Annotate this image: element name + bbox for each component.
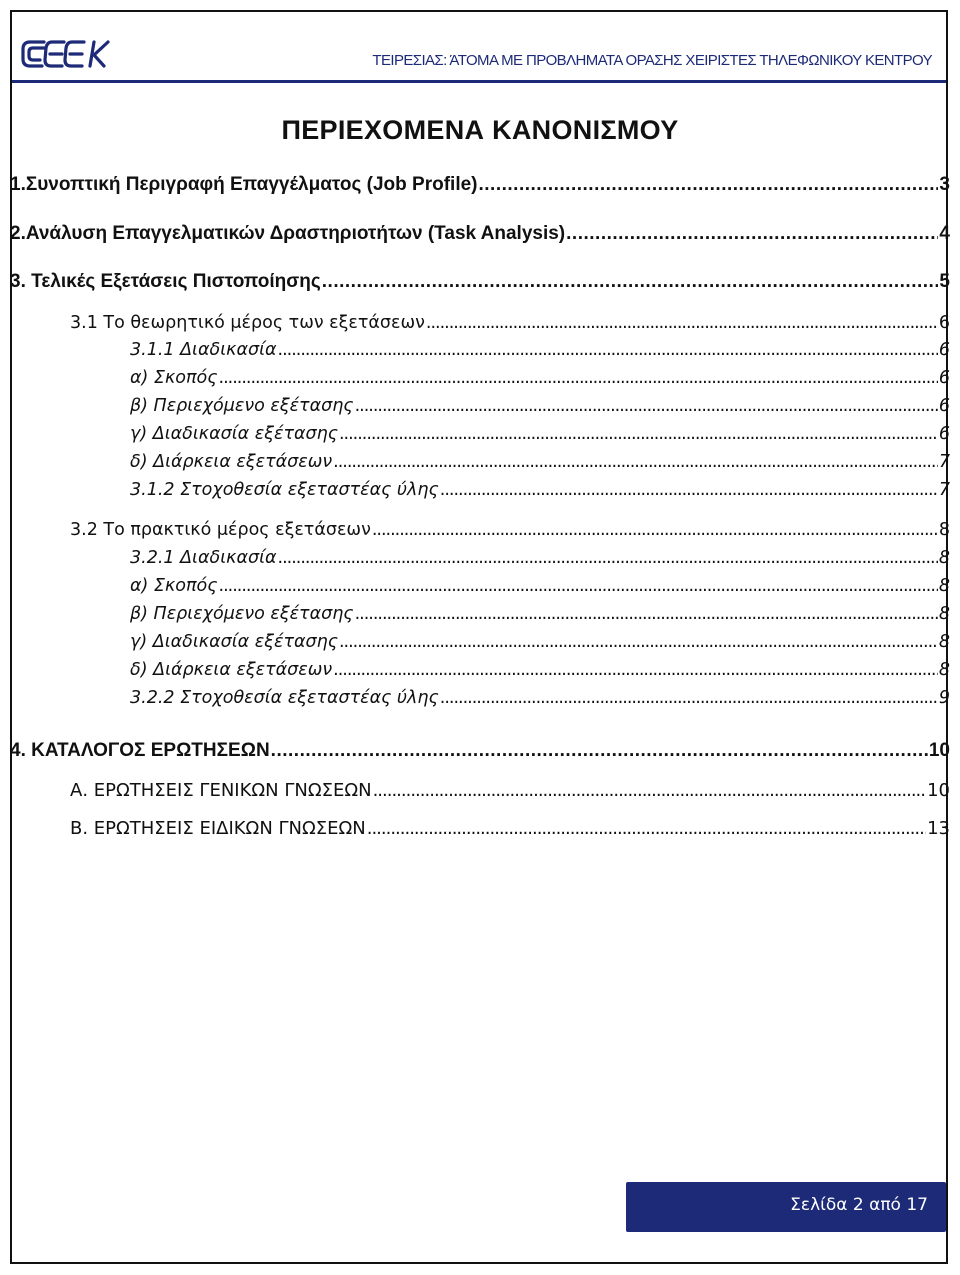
toc-entry-label: 3.2.1 Διαδικασία: [130, 548, 277, 568]
document-title: ΠΕΡΙΕΧΟΜΕΝΑ ΚΑΝΟΝΙΣΜΟΥ: [281, 115, 679, 145]
toc-entry[interactable]: [10, 271, 950, 293]
toc-leader-dots: [333, 660, 938, 680]
toc-leader-dots: [339, 424, 938, 444]
toc-leader-dots: [278, 340, 938, 360]
toc-entry[interactable]: [130, 368, 950, 388]
toc-entry-label: 3.1.2 Στοχοθεσία εξεταστέας ύλης: [130, 480, 439, 500]
toc-entry-page: 5: [939, 271, 950, 292]
toc-leader-dots: [373, 780, 927, 801]
header-title: ΤΕΙΡΕΣΙΑΣ: ΆΤΟΜΑ ΜΕ ΠΡΟΒΛΗΜΑΤΑ ΟΡΑΣΗΣ ΧΕΙΡΙΣΤΕΣ ΤΗΛΕΦΩΝΙΚΟΥ ΚΕΝΤΡΟΥ: [372, 52, 932, 69]
toc-entry-page: 6: [938, 340, 950, 360]
toc-entry[interactable]: [70, 520, 950, 540]
toc-leader-dots: [440, 480, 938, 500]
toc-entry-label: 2.Ανάλυση Επαγγελματικών Δραστηριοτήτων (Task Analysis): [10, 223, 566, 244]
ceek-logo: [20, 36, 112, 76]
toc-entry-label: 3. Τελικές Εξετάσεις Πιστοποίησης: [10, 271, 321, 292]
toc-entry-page: 8: [938, 632, 950, 652]
page-number: Σελίδα 2 από 17: [790, 1195, 928, 1215]
toc-entry-page: 13: [927, 818, 950, 839]
toc-entry-label: Β. ΕΡΩΤΗΣΕΙΣ ΕΙΔΙΚΩΝ ΓΝΩΣΕΩΝ: [70, 818, 366, 839]
toc-entry-page: 8: [938, 520, 950, 540]
toc-leader-dots: [333, 452, 938, 472]
toc-entry-label: δ) Διάρκεια εξετάσεων: [130, 660, 333, 680]
toc-entry-page: 6: [938, 396, 950, 416]
toc-entry[interactable]: [10, 740, 950, 762]
toc-entry[interactable]: [130, 688, 950, 708]
toc-entry-label: γ) Διαδικασία εξέτασης: [130, 632, 338, 652]
page-header: [12, 12, 946, 80]
toc-entry[interactable]: [70, 780, 950, 801]
toc-entry-label: 3.2 Το πρακτικό μέρος εξετάσεων: [70, 520, 371, 540]
toc-entry-page: 3: [939, 174, 950, 195]
toc-entry-label: β) Περιεχόμενο εξέτασης: [130, 604, 354, 624]
toc-entry[interactable]: [130, 480, 950, 500]
toc-entry-label: 3.1 Το θεωρητικό μέρος των εξετάσεων: [70, 313, 425, 333]
toc-entry-label: β) Περιεχόμενο εξέτασης: [130, 396, 354, 416]
toc-leader-dots: [355, 396, 938, 416]
toc-entry-label: 3.1.1 Διαδικασία: [130, 340, 277, 360]
toc-leader-dots: [219, 368, 938, 388]
toc-leader-dots: [426, 313, 938, 333]
toc-entry-page: 6: [938, 424, 950, 444]
toc-entry-label: δ) Διάρκεια εξετάσεων: [130, 452, 333, 472]
toc-entry-page: 6: [938, 368, 950, 388]
toc-leader-dots: [219, 576, 938, 596]
toc-entry[interactable]: [130, 548, 950, 568]
toc-entry[interactable]: [130, 424, 950, 444]
toc-entry[interactable]: [130, 396, 950, 416]
toc-leader-dots: [339, 632, 938, 652]
toc-entry[interactable]: [70, 313, 950, 333]
toc-entry-page: 10: [928, 740, 950, 761]
page-number-footer: [626, 1182, 946, 1232]
toc-entry-label: Α. ΕΡΩΤΗΣΕΙΣ ΓΕΝΙΚΩΝ ΓΝΩΣΕΩΝ: [70, 780, 372, 801]
toc-entry[interactable]: [70, 818, 950, 839]
toc-entry-page: 8: [938, 604, 950, 624]
toc-leader-dots: [566, 223, 938, 245]
toc-entry[interactable]: [130, 340, 950, 360]
toc-entry-label: α) Σκοπός: [130, 368, 218, 388]
toc-entry[interactable]: [130, 576, 950, 596]
toc-entry-page: 4: [939, 223, 950, 244]
toc-leader-dots: [440, 688, 938, 708]
toc-entry-page: 10: [927, 780, 950, 801]
header-divider: [12, 80, 946, 83]
toc-leader-dots: [322, 271, 939, 293]
toc-entry-page: 8: [938, 576, 950, 596]
toc-entry-label: 3.2.2 Στοχοθεσία εξεταστέας ύλης: [130, 688, 439, 708]
toc-entry[interactable]: [130, 660, 950, 680]
toc-leader-dots: [479, 174, 939, 196]
toc-entry-page: 7: [938, 452, 950, 472]
toc-leader-dots: [355, 604, 938, 624]
toc-leader-dots: [271, 740, 928, 762]
toc-entry[interactable]: [130, 632, 950, 652]
toc-entry[interactable]: [130, 452, 950, 472]
toc-leader-dots: [372, 520, 938, 540]
toc-entry-page: 6: [938, 313, 950, 333]
toc-leader-dots: [278, 548, 938, 568]
toc-entry[interactable]: [10, 174, 950, 196]
toc-entry-label: γ) Διαδικασία εξέτασης: [130, 424, 338, 444]
toc-entry-label: 1.Συνοπτική Περιγραφή Επαγγέλματος (Job Profile): [10, 174, 478, 195]
toc-leader-dots: [367, 818, 926, 839]
toc-entry-page: 8: [938, 660, 950, 680]
toc-entry-page: 8: [938, 548, 950, 568]
toc-entry-label: α) Σκοπός: [130, 576, 218, 596]
toc-entry-label: 4. ΚΑΤΑΛΟΓΟΣ ΕΡΩΤΗΣΕΩΝ: [10, 740, 270, 761]
toc-entry[interactable]: [130, 604, 950, 624]
toc-entry-page: 9: [938, 688, 950, 708]
toc-entry[interactable]: [10, 223, 950, 245]
toc-entry-page: 7: [938, 480, 950, 500]
